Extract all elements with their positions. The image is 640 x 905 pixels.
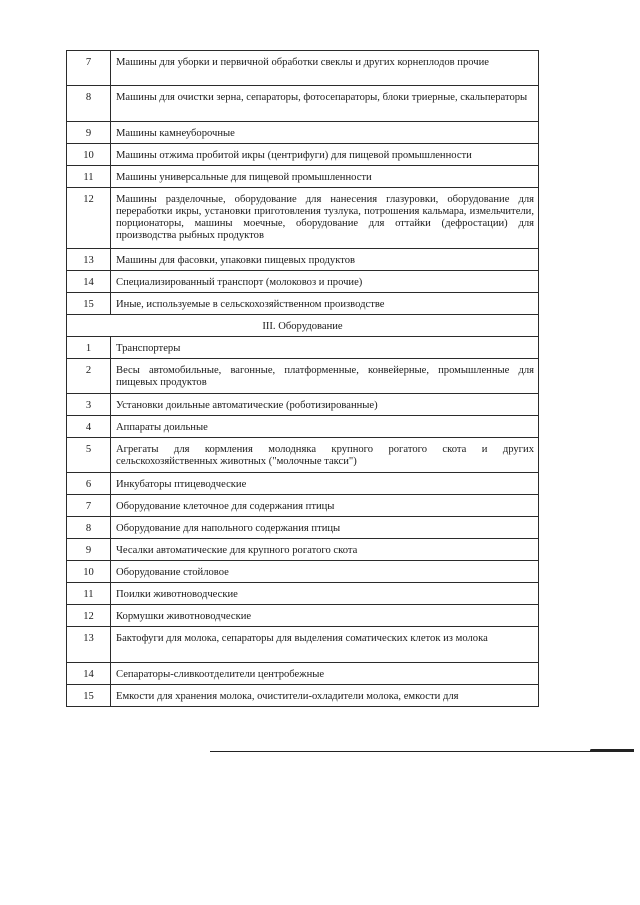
row-number-cell bbox=[67, 337, 111, 359]
row-number: 15 bbox=[83, 691, 94, 702]
table-row bbox=[67, 627, 539, 663]
section-header-row bbox=[67, 315, 539, 337]
row-number-cell bbox=[67, 144, 111, 166]
table-row bbox=[67, 438, 539, 473]
row-number-cell bbox=[67, 685, 111, 707]
row-number: 14 bbox=[83, 277, 94, 288]
row-number-cell bbox=[67, 359, 111, 394]
table-body-section bbox=[67, 315, 539, 337]
table-row bbox=[67, 583, 539, 605]
row-text: Чесалки автоматические для крупного рогатого скота bbox=[116, 545, 358, 556]
row-text-cell bbox=[111, 663, 539, 685]
row-text: Машины для очистки зерна, сепараторы, фотосепараторы, блоки триерные, скальператоры bbox=[116, 92, 528, 103]
row-number: 15 bbox=[83, 299, 94, 310]
row-text-cell bbox=[111, 166, 539, 188]
section-title: III. Оборудование bbox=[262, 321, 343, 332]
table-row bbox=[67, 561, 539, 583]
table-row bbox=[67, 337, 539, 359]
row-text: Емкости для хранения молока, очистители-охладители молока, емкости для bbox=[116, 691, 459, 702]
table-row bbox=[67, 188, 539, 249]
row-number: 5 bbox=[85, 444, 92, 455]
row-text-cell bbox=[111, 517, 539, 539]
row-number-cell bbox=[67, 271, 111, 293]
row-text-cell bbox=[111, 438, 539, 473]
row-number-cell bbox=[67, 188, 111, 249]
row-text: Весы автомобильные, вагонные, платформенные, конвейерные, промышленные для пищевых продуктов bbox=[116, 365, 534, 388]
row-text: Кормушки животноводческие bbox=[116, 611, 252, 622]
row-text-cell bbox=[111, 337, 539, 359]
row-number: 13 bbox=[83, 255, 94, 266]
table-row bbox=[67, 685, 539, 707]
equipment-table bbox=[66, 50, 539, 707]
table-row bbox=[67, 539, 539, 561]
row-text: Специализированный транспорт (молоковоз и прочие) bbox=[116, 277, 363, 288]
row-number-cell bbox=[67, 438, 111, 473]
row-text: Поилки животноводческие bbox=[116, 589, 238, 600]
row-number-cell bbox=[67, 663, 111, 685]
row-text: Установки доильные автоматические (роботизированные) bbox=[116, 400, 378, 411]
row-number-cell bbox=[67, 561, 111, 583]
row-number: 7 bbox=[85, 57, 92, 68]
row-text: Машины для уборки и первичной обработки свеклы и других корнеплодов прочие bbox=[116, 57, 489, 68]
table-row bbox=[67, 517, 539, 539]
row-text-cell bbox=[111, 359, 539, 394]
row-text-cell bbox=[111, 249, 539, 271]
row-number: 9 bbox=[85, 545, 92, 556]
table-row bbox=[67, 394, 539, 416]
table-row bbox=[67, 416, 539, 438]
table-row bbox=[67, 663, 539, 685]
row-number: 4 bbox=[85, 422, 92, 433]
table-row bbox=[67, 249, 539, 271]
table-row bbox=[67, 359, 539, 394]
row-text: Бактофуги для молока, сепараторы для выделения соматических клеток из молока bbox=[116, 633, 488, 644]
row-number: 12 bbox=[83, 194, 94, 205]
table-row bbox=[67, 166, 539, 188]
row-text: Аппараты доильные bbox=[116, 422, 208, 433]
row-text-cell bbox=[111, 394, 539, 416]
row-number: 11 bbox=[83, 589, 94, 600]
row-number: 1 bbox=[85, 343, 92, 354]
row-text: Машины камнеуборочные bbox=[116, 128, 235, 139]
table-row bbox=[67, 271, 539, 293]
table-row bbox=[67, 473, 539, 495]
row-text: Оборудование для напольного содержания птицы bbox=[116, 523, 341, 534]
row-text: Сепараторы-сливкоотделители центробежные bbox=[116, 669, 325, 680]
row-number: 14 bbox=[83, 669, 94, 680]
row-text-cell bbox=[111, 561, 539, 583]
row-number-cell bbox=[67, 583, 111, 605]
row-text-cell bbox=[111, 51, 539, 86]
table-row bbox=[67, 122, 539, 144]
row-text-cell bbox=[111, 188, 539, 249]
row-text: Машины разделочные, оборудование для нанесения глазуровки, оборудование для переработки икры, установки приготовления тузлука, потрошения кальмара, измельчители, порционаторы, машины моечные, оборудование для оттайки (дефростации) для производства рыбных продуктов bbox=[116, 194, 534, 241]
row-number: 2 bbox=[85, 365, 92, 376]
row-number: 10 bbox=[83, 150, 94, 161]
row-number-cell bbox=[67, 605, 111, 627]
row-number-cell bbox=[67, 51, 111, 86]
table-body-bottom bbox=[67, 337, 539, 707]
horizontal-rule bbox=[210, 751, 634, 752]
row-text-cell bbox=[111, 144, 539, 166]
table-row bbox=[67, 86, 539, 122]
row-text: Машины универсальные для пищевой промышленности bbox=[116, 172, 372, 183]
row-number-cell bbox=[67, 394, 111, 416]
row-number: 12 bbox=[83, 611, 94, 622]
table-row bbox=[67, 605, 539, 627]
row-text-cell bbox=[111, 473, 539, 495]
row-number: 10 bbox=[83, 567, 94, 578]
row-number: 13 bbox=[83, 633, 94, 644]
table-body-top bbox=[67, 51, 539, 315]
row-number: 7 bbox=[85, 501, 92, 512]
row-text-cell bbox=[111, 605, 539, 627]
row-number-cell bbox=[67, 539, 111, 561]
row-text: Иные, используемые в сельскохозяйственном производстве bbox=[116, 299, 385, 310]
rule-end-mark bbox=[590, 749, 634, 752]
row-number-cell bbox=[67, 166, 111, 188]
row-text: Агрегаты для кормления молодняка крупного рогатого скота и других сельскохозяйственных животных ("молочные такси") bbox=[116, 444, 534, 467]
row-number-cell bbox=[67, 122, 111, 144]
row-number-cell bbox=[67, 473, 111, 495]
row-number-cell bbox=[67, 86, 111, 122]
row-number-cell bbox=[67, 495, 111, 517]
row-number: 11 bbox=[83, 172, 94, 183]
row-text: Транспортеры bbox=[116, 343, 181, 354]
row-text-cell bbox=[111, 122, 539, 144]
table-row bbox=[67, 51, 539, 86]
row-text: Оборудование стойловое bbox=[116, 567, 229, 578]
row-text-cell bbox=[111, 86, 539, 122]
row-text-cell bbox=[111, 627, 539, 663]
row-text-cell bbox=[111, 293, 539, 315]
row-text-cell bbox=[111, 495, 539, 517]
row-text-cell bbox=[111, 271, 539, 293]
table-row bbox=[67, 495, 539, 517]
row-number: 3 bbox=[85, 400, 92, 411]
row-number-cell bbox=[67, 293, 111, 315]
row-number: 8 bbox=[85, 523, 92, 534]
row-number: 6 bbox=[85, 479, 92, 490]
row-text: Машины отжима пробитой икры (центрифуги) для пищевой промышленности bbox=[116, 150, 472, 161]
row-text: Машины для фасовки, упаковки пищевых продуктов bbox=[116, 255, 356, 266]
row-number-cell bbox=[67, 249, 111, 271]
row-number-cell bbox=[67, 627, 111, 663]
section-title-cell bbox=[67, 315, 539, 337]
row-text: Оборудование клеточное для содержания птицы bbox=[116, 501, 335, 512]
row-number: 8 bbox=[85, 92, 92, 103]
row-text-cell bbox=[111, 416, 539, 438]
row-text-cell bbox=[111, 685, 539, 707]
row-text: Инкубаторы птицеводческие bbox=[116, 479, 247, 490]
table-row bbox=[67, 293, 539, 315]
table-row bbox=[67, 144, 539, 166]
row-text-cell bbox=[111, 539, 539, 561]
row-number: 9 bbox=[85, 128, 92, 139]
row-number-cell bbox=[67, 416, 111, 438]
row-number-cell bbox=[67, 517, 111, 539]
row-text-cell bbox=[111, 583, 539, 605]
